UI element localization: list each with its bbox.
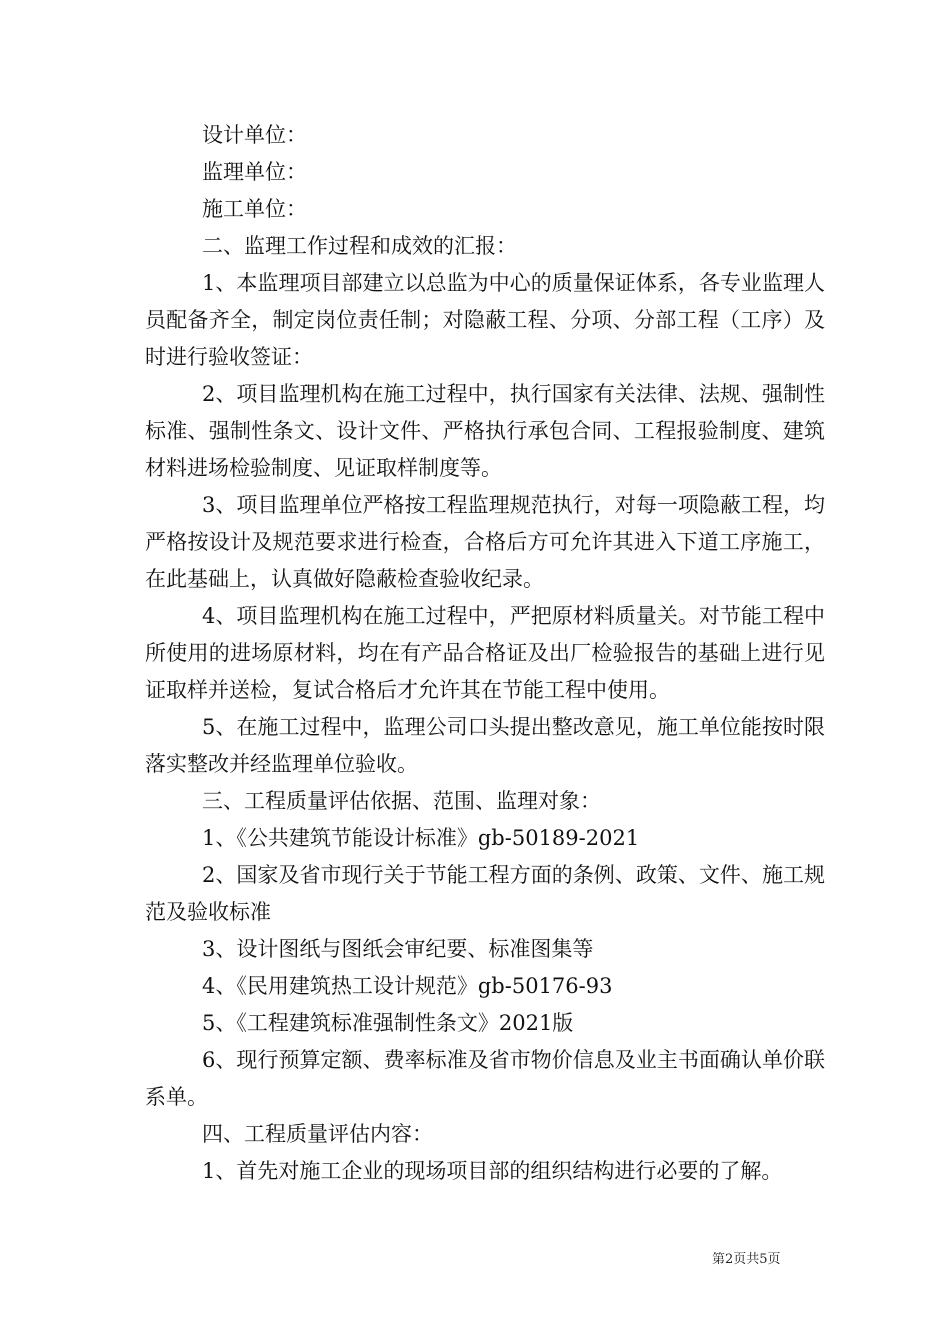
paragraph-3-6: 6、现行预算定额、费率标准及省市物价信息及业主书面确认单价联系单。 — [145, 1048, 825, 1109]
paragraph-3-2: 2、国家及省市现行关于节能工程方面的条例、政策、文件、施工规范及验收标准 — [145, 863, 825, 924]
paragraph-4-1: 1、首先对施工企业的现场项目部的组织结构进行必要的了解。 — [202, 1159, 783, 1183]
paragraph-3-1: 1、《公共建筑节能设计标准》gb-50189-2021 — [202, 826, 640, 850]
paragraph-2-1: 1、本监理项目部建立以总监为中心的质量保证体系，各专业监理人员配备齐全，制定岗位责任制；对隐蔽工程、分项、分部工程（工序）及时进行验收签证： — [145, 271, 825, 369]
section-heading-4: 四、工程质量评估内容： — [202, 1122, 433, 1146]
section-heading-2: 二、监理工作过程和成效的汇报： — [202, 234, 517, 258]
document-body — [145, 117, 825, 1190]
paragraph-2-5: 5、在施工过程中，监理公司口头提出整改意见，施工单位能按时限落实整改并经监理单位验收。 — [145, 715, 825, 776]
paragraph-3-4: 4、《民用建筑热工设计规范》gb-50176-93 — [202, 974, 613, 998]
paragraph-2-2: 2、项目监理机构在施工过程中，执行国家有关法律、法规、强制性标准、强制性条文、设计文件、严格执行承包合同、工程报验制度、建筑材料进场检验制度、见证取样制度等。 — [145, 382, 825, 480]
paragraph-supervision-unit: 监理单位： — [202, 160, 307, 184]
paragraph-2-3: 3、项目监理单位严格按工程监理规范执行，对每一项隐蔽工程，均严格按设计及规范要求进行检查，合格后方可允许其进入下道工序施工，在此基础上，认真做好隐蔽检查验收纪录。 — [145, 493, 825, 591]
paragraph-construction-unit: 施工单位： — [202, 197, 307, 221]
page-number-footer: 第2页共5页 — [712, 1252, 781, 1267]
paragraph-2-4: 4、项目监理机构在施工过程中，严把原材料质量关。对节能工程中所使用的进场原材料，均在有产品合格证及出厂检验报告的基础上进行见证取样并送检，复试合格后才允许其在节能工程中使用。 — [145, 604, 825, 702]
section-heading-3: 三、工程质量评估依据、范围、监理对象： — [202, 789, 601, 813]
paragraph-3-5: 5、《工程建筑标准强制性条文》2021版 — [202, 1011, 574, 1035]
paragraph-3-3: 3、设计图纸与图纸会审纪要、标准图集等 — [202, 937, 594, 961]
paragraph-design-unit: 设计单位： — [202, 123, 307, 147]
